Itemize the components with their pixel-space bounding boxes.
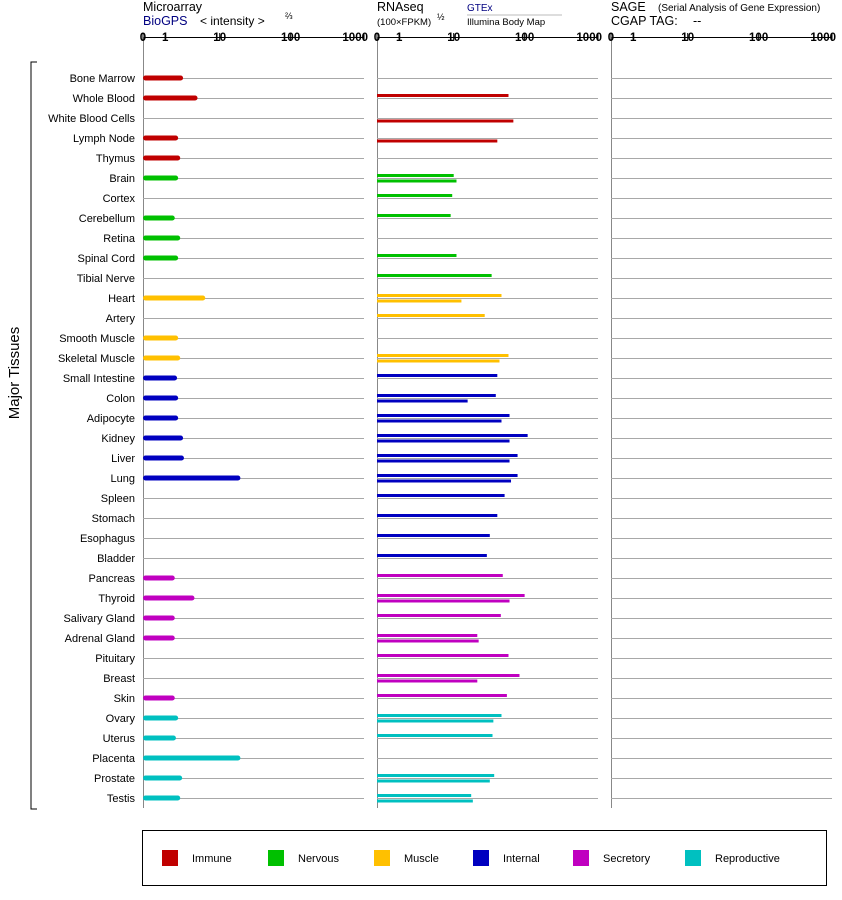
cgap-tag-label: CGAP TAG: <box>611 14 678 28</box>
sage-subtitle: (Serial Analysis of Gene Expression) <box>658 3 821 14</box>
microarray-bar[interactable] <box>143 336 178 341</box>
tissue-label[interactable]: Bladder <box>97 553 135 565</box>
gtex-bar[interactable] <box>377 714 501 717</box>
tissue-label[interactable]: Cerebellum <box>78 213 135 225</box>
cgap-tag-value: -- <box>693 14 702 28</box>
tick-label: 1 <box>395 32 403 44</box>
tissue-label[interactable]: Placenta <box>92 753 135 765</box>
tissue-label[interactable]: Esophagus <box>79 533 135 545</box>
illumina-bar[interactable] <box>377 480 511 483</box>
gtex-bar[interactable] <box>377 494 505 497</box>
microarray-bar[interactable] <box>143 216 175 221</box>
tissue-label[interactable]: Whole Blood <box>72 93 135 105</box>
microarray-bar[interactable] <box>143 296 205 301</box>
illumina-bar[interactable] <box>377 300 461 303</box>
tissue-row <box>79 213 832 225</box>
tissue-label[interactable]: Cortex <box>102 193 135 205</box>
gtex-bar[interactable] <box>377 394 496 397</box>
gtex-bar[interactable] <box>377 254 456 257</box>
legend-swatch <box>162 850 178 866</box>
tick-label: 100 <box>749 32 769 44</box>
gtex-bar[interactable] <box>377 674 519 677</box>
microarray-bar[interactable] <box>143 256 178 261</box>
tissue-label[interactable]: Retina <box>103 233 135 245</box>
tick-label: 10 <box>213 32 227 44</box>
microarray-scale-exponent: ⅔ <box>285 11 293 21</box>
tissue-label[interactable]: Pancreas <box>88 573 135 585</box>
tissue-label[interactable]: Testis <box>106 793 135 805</box>
tick-label: 10 <box>447 32 461 44</box>
tissue-row <box>96 153 832 165</box>
illumina-bar[interactable] <box>377 600 510 603</box>
microarray-bar[interactable] <box>143 396 178 401</box>
microarray-bar[interactable] <box>143 736 176 741</box>
tissue-label[interactable]: Spinal Cord <box>77 253 135 265</box>
tissue-label[interactable]: Skeletal Muscle <box>57 353 135 365</box>
microarray-bar[interactable] <box>143 596 194 601</box>
illumina-bar[interactable] <box>377 800 473 803</box>
gtex-bar[interactable] <box>377 574 503 577</box>
tissue-label[interactable]: Ovary <box>105 713 135 725</box>
rnaseq-scale-label: (100×FPKM) <box>377 17 432 28</box>
legend-swatch <box>374 850 390 866</box>
illumina-bar[interactable] <box>377 140 497 143</box>
tissue-label[interactable]: Skin <box>113 693 135 705</box>
illumina-bar[interactable] <box>377 400 468 403</box>
gtex-bar[interactable] <box>377 534 490 537</box>
microarray-bar[interactable] <box>143 796 180 801</box>
tissue-label[interactable]: Stomach <box>91 513 135 525</box>
illumina-bar[interactable] <box>377 440 510 443</box>
microarray-bar[interactable] <box>143 416 178 421</box>
tick-label: 100 <box>515 32 535 44</box>
microarray-bar[interactable] <box>143 616 175 621</box>
tick-label: 0 <box>373 32 381 44</box>
microarray-bar[interactable] <box>143 696 175 701</box>
tissue-label[interactable]: Pituitary <box>95 653 135 665</box>
tissue-label[interactable]: Tibial Nerve <box>76 273 135 285</box>
microarray-bar[interactable] <box>143 236 180 241</box>
gtex-bar[interactable] <box>377 194 452 197</box>
tissue-label[interactable]: Salivary Gland <box>63 613 135 625</box>
illumina-bar[interactable] <box>377 360 499 363</box>
legend-item-secretory <box>573 850 651 866</box>
legend-label: Internal <box>503 853 540 865</box>
tissue-label[interactable]: Spleen <box>100 493 135 505</box>
legend-swatch <box>685 850 701 866</box>
gtex-bar[interactable] <box>377 614 501 617</box>
microarray-bar[interactable] <box>143 456 184 461</box>
gtex-bar[interactable] <box>377 774 494 777</box>
microarray-bar[interactable] <box>143 776 182 781</box>
tissue-label[interactable]: Lymph Node <box>73 133 135 145</box>
tissue-label[interactable]: Uterus <box>102 733 135 745</box>
tick-label: 1000 <box>342 32 368 44</box>
tick-label: 0 <box>139 32 147 44</box>
gtex-bar[interactable] <box>377 414 510 417</box>
microarray-bar[interactable] <box>143 156 180 161</box>
tissue-label[interactable]: Prostate <box>94 773 135 785</box>
tick-label: 1000 <box>810 32 836 44</box>
tissue-label[interactable]: White Blood Cells <box>48 113 135 125</box>
tissue-label[interactable]: Liver <box>111 453 135 465</box>
legend-label: Reproductive <box>715 853 780 865</box>
tick-label: 1 <box>629 32 637 44</box>
legend-item-immune <box>162 850 232 866</box>
biogps-source-link[interactable]: BioGPS <box>143 14 188 28</box>
gtex-bar[interactable] <box>377 474 518 477</box>
tick-label: 1000 <box>576 32 602 44</box>
tick-label: 10 <box>681 32 695 44</box>
tissue-label[interactable]: Breast <box>103 673 135 685</box>
tissue-label[interactable]: Adipocyte <box>86 413 135 425</box>
legend-item-internal <box>473 850 540 866</box>
microarray-bar[interactable] <box>143 436 183 441</box>
gtex-bar[interactable] <box>377 174 454 177</box>
gtex-bar[interactable] <box>377 454 518 457</box>
tissue-label[interactable]: Lung <box>110 473 135 485</box>
gtex-bar[interactable] <box>377 374 497 377</box>
tissue-label[interactable]: Colon <box>106 393 135 405</box>
gtex-bar[interactable] <box>377 214 451 217</box>
microarray-scale-label: < intensity > <box>200 14 265 28</box>
rnaseq-title: RNAseq <box>377 0 424 14</box>
legend-swatch <box>268 850 284 866</box>
illumina-bar[interactable] <box>377 460 510 463</box>
tissue-label[interactable]: Heart <box>108 293 135 305</box>
legend-label: Secretory <box>603 853 651 865</box>
microarray-bar[interactable] <box>143 136 178 141</box>
tissue-label[interactable]: Smooth Muscle <box>59 333 135 345</box>
tissue-label[interactable]: Thyroid <box>98 593 135 605</box>
microarray-bar[interactable] <box>143 356 180 361</box>
tissue-row <box>73 133 832 145</box>
illumina-bar[interactable] <box>377 720 493 723</box>
legend-swatch <box>473 850 489 866</box>
illumina-source-label: Illumina Body Map <box>467 17 546 28</box>
gtex-bar[interactable] <box>377 594 525 597</box>
gtex-bar[interactable] <box>377 434 528 437</box>
gtex-bar[interactable] <box>377 654 509 657</box>
microarray-bar[interactable] <box>143 636 175 641</box>
gtex-bar[interactable] <box>377 354 509 357</box>
tissue-label[interactable]: Artery <box>105 313 135 325</box>
microarray-bar[interactable] <box>143 716 178 721</box>
gtex-bar[interactable] <box>377 794 471 797</box>
microarray-title: Microarray <box>143 0 203 14</box>
rnaseq-scale-exponent: ½ <box>437 12 445 22</box>
tick-label: 0 <box>607 32 615 44</box>
microarray-bar[interactable] <box>143 376 177 381</box>
microarray-bar[interactable] <box>143 176 178 181</box>
tissue-label[interactable]: Thymus <box>95 153 135 165</box>
tissue-label[interactable]: Adrenal Gland <box>64 633 135 645</box>
microarray-bar[interactable] <box>143 76 183 81</box>
legend-label: Muscle <box>404 853 439 865</box>
legend-label: Nervous <box>298 853 339 865</box>
illumina-bar[interactable] <box>377 640 479 643</box>
microarray-bar[interactable] <box>143 476 240 481</box>
legend-item-reproductive <box>685 850 780 866</box>
tissue-row <box>109 173 832 185</box>
sage-axis <box>608 32 836 808</box>
tissue-row <box>103 233 832 245</box>
legend-item-muscle <box>374 850 439 866</box>
illumina-bar[interactable] <box>377 420 501 423</box>
legend-label: Immune <box>192 853 232 865</box>
microarray-bar[interactable] <box>143 96 198 101</box>
tissue-row <box>70 73 832 85</box>
legend-item-nervous <box>268 850 339 866</box>
tick-label: 1 <box>161 32 169 44</box>
gtex-bar[interactable] <box>377 314 485 317</box>
tissue-label[interactable]: Bone Marrow <box>69 73 135 85</box>
tissue-label[interactable]: Small Intestine <box>62 373 135 385</box>
illumina-bar[interactable] <box>377 180 456 183</box>
gtex-bar[interactable] <box>377 514 497 517</box>
illumina-bar[interactable] <box>377 120 513 123</box>
gtex-bar[interactable] <box>377 694 507 697</box>
illumina-bar[interactable] <box>377 680 477 683</box>
microarray-bar[interactable] <box>143 576 175 581</box>
tissue-label[interactable]: Brain <box>109 173 135 185</box>
major-tissues-label: Major Tissues <box>6 326 23 420</box>
sage-title: SAGE <box>611 0 646 14</box>
microarray-bar[interactable] <box>143 756 240 761</box>
gtex-bar[interactable] <box>377 734 493 737</box>
gtex-bar[interactable] <box>377 554 487 557</box>
tissue-row <box>48 113 832 125</box>
gtex-bar[interactable] <box>377 294 501 297</box>
gtex-bar[interactable] <box>377 274 492 277</box>
illumina-bar[interactable] <box>377 780 490 783</box>
major-tissues-bracket <box>31 62 37 809</box>
tissue-label[interactable]: Kidney <box>101 433 135 445</box>
legend-swatch <box>573 850 589 866</box>
gtex-bar[interactable] <box>377 94 509 97</box>
gtex-source-link[interactable]: GTEx <box>467 3 493 14</box>
gtex-bar[interactable] <box>377 634 477 637</box>
tick-label: 100 <box>281 32 301 44</box>
tissue-row <box>103 193 832 205</box>
